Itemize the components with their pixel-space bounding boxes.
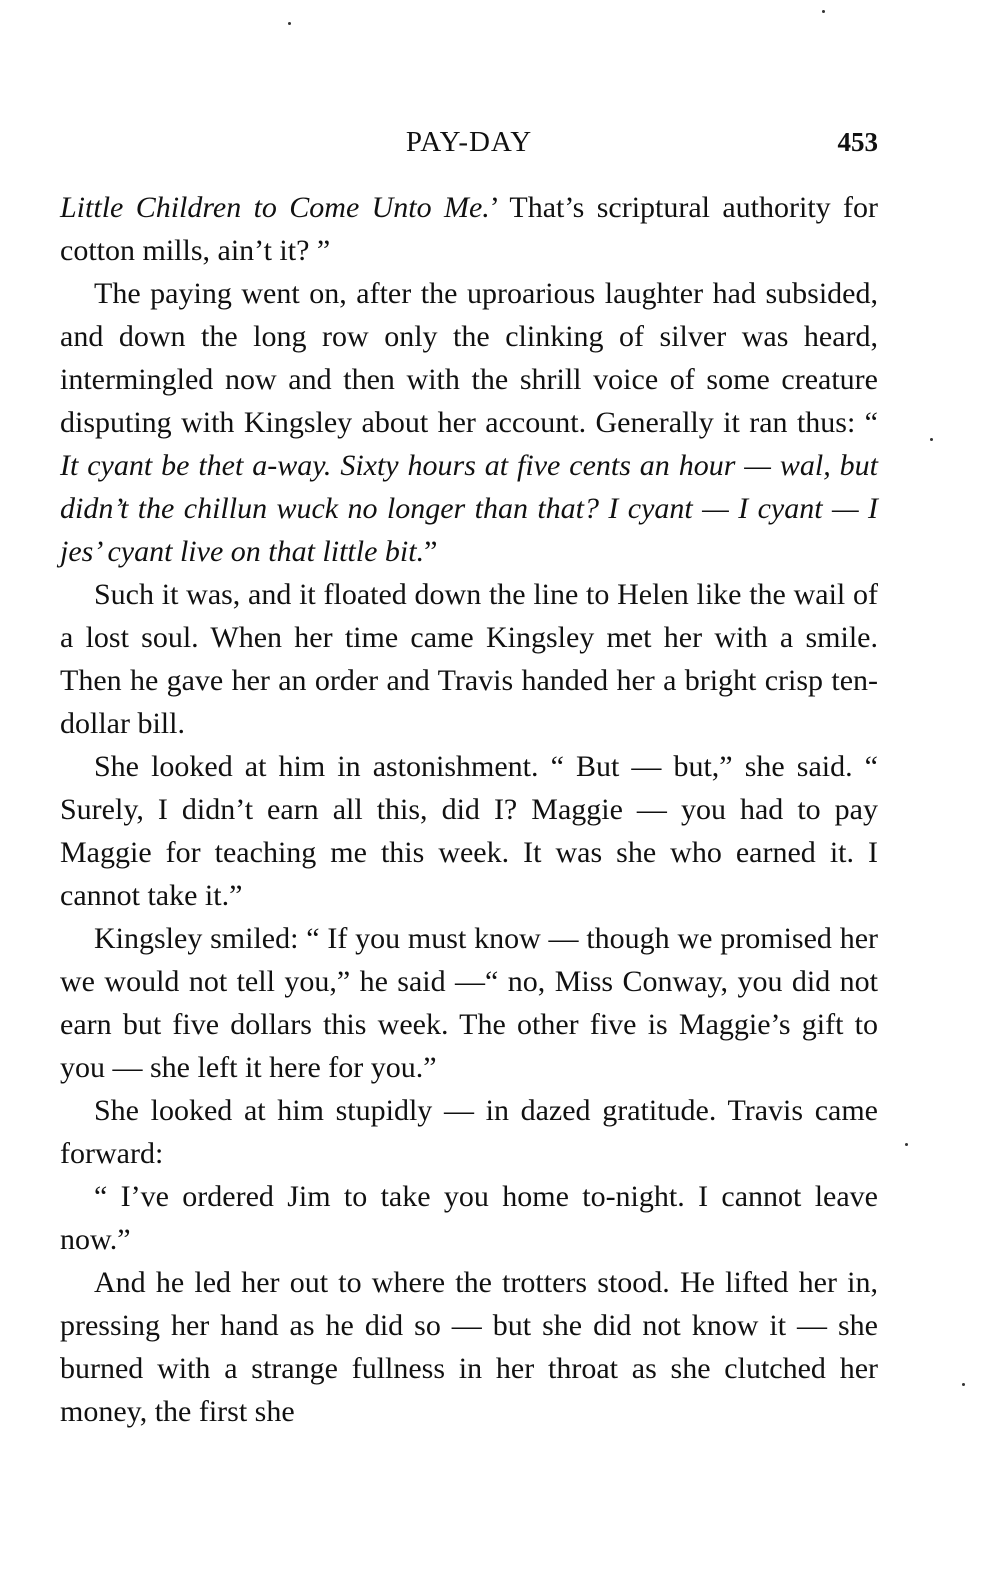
paragraph	[60, 186, 878, 272]
paragraph	[60, 745, 878, 917]
text-span: Kingsley smiled: “ If you must know — though we promised her we would not tell you,” he said —“ no, Miss Conway, you did not earn but five dollars this week. The other five is Maggie’s gift to you — she left it here for you.”	[60, 922, 878, 1084]
paragraph	[60, 272, 878, 573]
scan-speck	[930, 438, 933, 441]
text-span: She looked at him in astonishment. “ But — but,” she said. “ Surely, I didn’t earn all this, did I? Maggie — you had to pay Maggie for teaching me this week. It was she who earned it. I cannot take it.”	[60, 750, 878, 912]
text-span: And he led her out to where the trotters stood. He lifted her in, pressing her hand as he did so — but she did not know it — she burned with a strange fullness in her throat as she clutched her money, the first she	[60, 1266, 878, 1428]
page-number: 453	[837, 127, 878, 157]
running-title: PAY-DAY	[405, 126, 533, 158]
text-span: Such it was, and it floated down the line to Helen like the wail of a lost soul. When her time came Kingsley met her with a smile. Then he gave her an order and Travis handed her a bright crisp ten-dollar bill.	[60, 578, 878, 740]
paragraph	[60, 1089, 878, 1175]
text-span: “ I’ve ordered Jim to take you home to-night. I cannot leave now.”	[60, 1180, 878, 1256]
scan-speck	[962, 1383, 965, 1386]
paragraph	[60, 917, 878, 1089]
text-span: She looked at him stupidly — in dazed gratitude. Travis came forward:	[60, 1094, 878, 1170]
text-span: Little Children to Come Unto Me.	[60, 191, 490, 224]
page-header	[60, 122, 878, 162]
paragraph	[60, 1261, 878, 1433]
scan-speck	[288, 22, 291, 25]
scan-speck	[822, 10, 825, 13]
text-span: The paying went on, after the uproarious laughter had subsided, and down the long row only the clinking of silver was heard, intermingled now and then with the shrill voice of some creature disputing with Kingsley about her account. Generally it ran thus: “	[60, 277, 878, 439]
text-body	[60, 186, 878, 1433]
paragraph	[60, 573, 878, 745]
text-span: ”	[424, 535, 438, 568]
text-span: It cyant be thet a-way. Sixty hours at five cents an hour — wal, but didn’t the chillun wuck no longer than that? I cyant — I cyant — I jes’ cyant live on that little bit.	[60, 449, 878, 568]
text-span: ’ That’s scriptural authority for cotton mills, ain’t it? ”	[60, 191, 878, 267]
paragraph	[60, 1175, 878, 1261]
scan-speck	[905, 1143, 908, 1146]
